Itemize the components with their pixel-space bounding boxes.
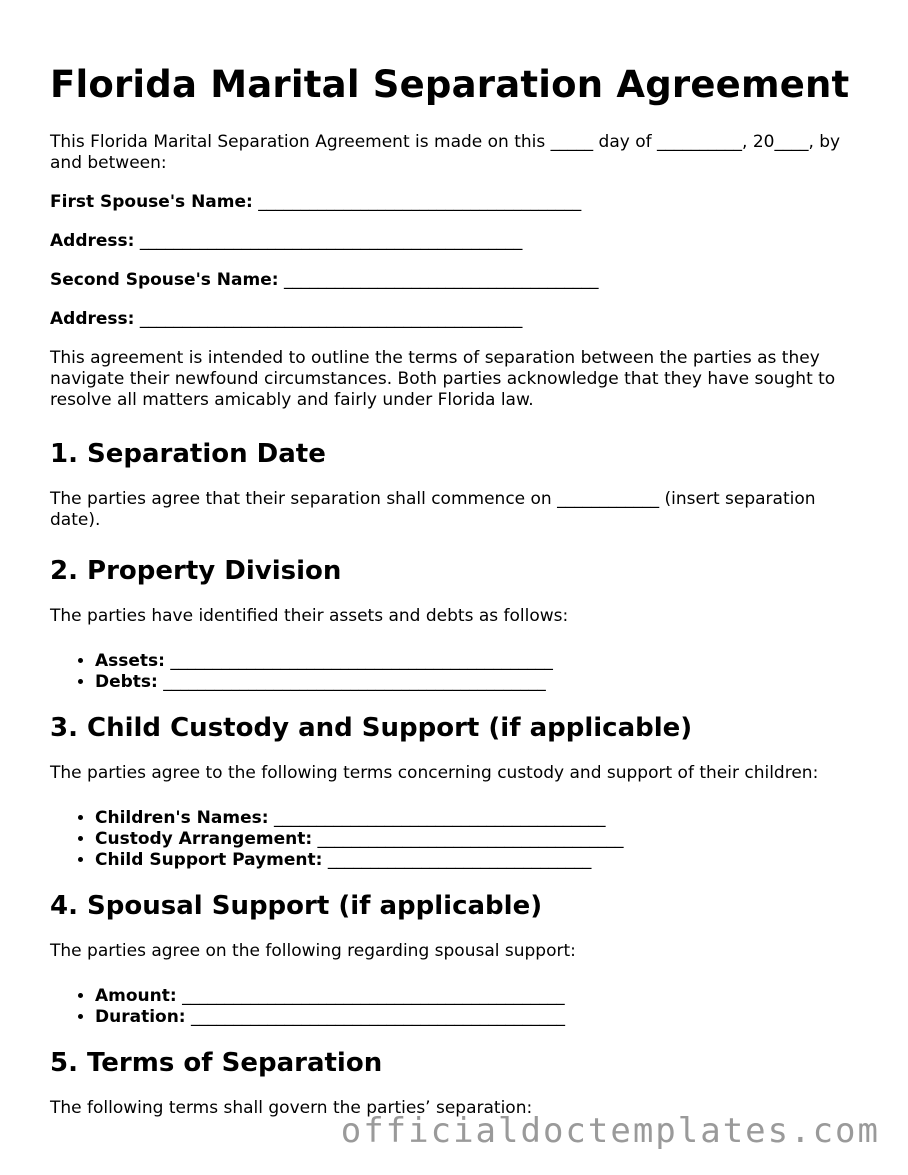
item-label: Children's Names: [95,808,269,828]
list-item [95,850,860,871]
field-blank: _____________________________________________ [139,309,523,329]
item-label: Duration: [95,1007,186,1027]
purpose-paragraph: This agreement is intended to outline the terms of separation between the parties as they navigate their newfound circumstances. Both parties acknowledge that they have sought to resolve all matters amicably and fairly under Florida law. [50,348,836,410]
field-blank: _____________________________________ [283,270,599,290]
item-label: Debts: [95,672,158,692]
item-blank: _____________________________________________ [170,651,553,671]
intro-paragraph: This Florida Marital Separation Agreement is made on this _____ day of __________, 20____, by and between: [50,132,841,173]
list-item [95,672,860,693]
section-text: The parties agree that their separation shall commence on ____________ (insert separation date). [50,489,816,530]
item-blank: _______________________________________ [273,808,606,828]
item-label: Child Support Payment: [95,850,323,870]
property-list [50,651,860,693]
field-blank: ______________________________________ [258,192,582,212]
section-heading-terms-of-separation: 5. Terms of Separation [50,1048,383,1078]
field-label: First Spouse's Name: [50,192,253,212]
section-heading-separation-date: 1. Separation Date [50,439,326,469]
field-label: Address: [50,231,135,251]
section-heading-property-division: 2. Property Division [50,556,342,586]
field-blank: _____________________________________________ [139,231,523,251]
list-item [95,1007,860,1028]
custody-list [50,808,860,871]
item-label: Amount: [95,986,177,1006]
item-blank: ____________________________________________ [191,1007,566,1027]
item-blank: _____________________________________________ [163,672,546,692]
list-item [95,651,860,672]
list-item [95,829,860,850]
item-blank: ____________________________________ [317,829,624,849]
document-page [50,62,860,1143]
section-heading-child-custody: 3. Child Custody and Support (if applicable) [50,713,693,743]
item-blank: _____________________________________________ [182,986,565,1006]
item-blank: _______________________________ [327,850,592,870]
section-text: The following terms shall govern the parties’ separation: [50,1098,533,1118]
first-spouse-address-field [50,231,860,252]
section-heading-spousal-support: 4. Spousal Support (if applicable) [50,891,543,921]
section-text: The parties agree to the following terms concerning custody and support of their children: [50,763,819,783]
section-text: The parties agree on the following regarding spousal support: [50,941,576,961]
list-item [95,808,860,829]
field-label: Second Spouse's Name: [50,270,279,290]
field-label: Address: [50,309,135,329]
second-spouse-address-field [50,309,860,330]
item-label: Custody Arrangement: [95,829,313,849]
spousal-support-list [50,986,860,1028]
watermark: officialdoctemplates.com [340,1111,880,1151]
section-text: The parties have identified their assets and debts as follows: [50,606,569,626]
list-item [95,986,860,1007]
item-label: Assets: [95,651,165,671]
second-spouse-name-field [50,270,860,291]
first-spouse-name-field [50,192,860,213]
document-title: Florida Marital Separation Agreement [50,63,850,106]
